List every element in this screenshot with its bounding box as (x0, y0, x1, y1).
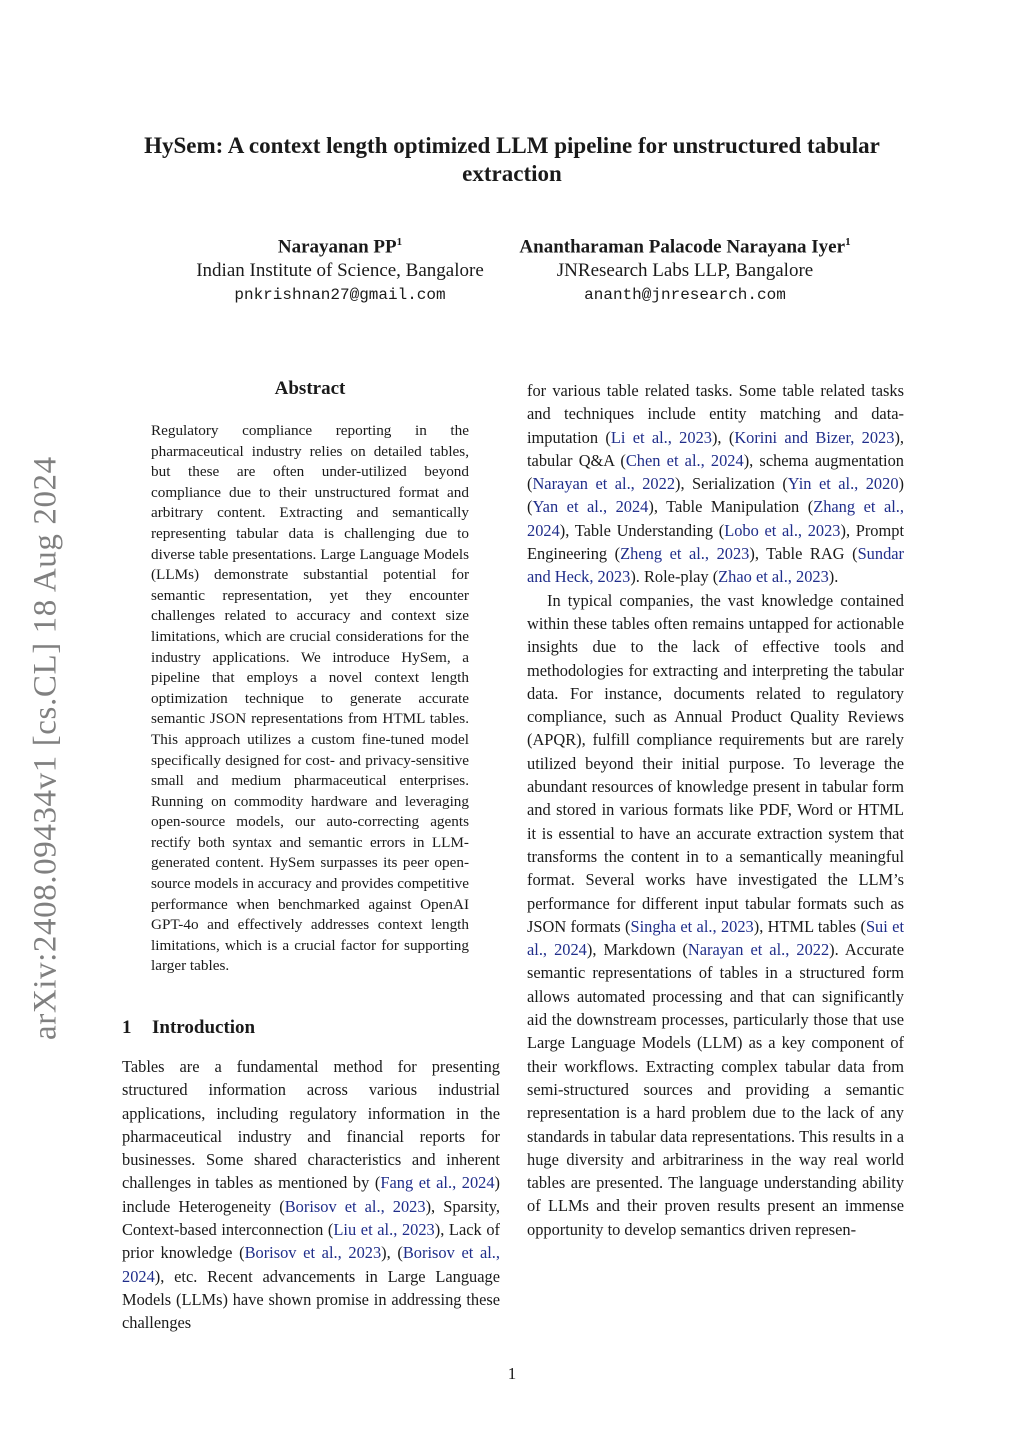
author-block-2 (490, 230, 880, 307)
section-heading-introduction (122, 1017, 502, 1039)
citation-link[interactable]: Liu et al., 2023 (333, 1220, 435, 1240)
intro-paragraph-continued: for various table related tasks. Some table related tasks and techniques include entity matching and data-imputation (Li et al., 2023), (Korini and Bizer, 2023), tabular Q&A (Chen et al., 2024), schema augmentation (Narayan et al., 2022), Serialization (Yin et al., 2020) (Yan et al., 2024), Table Manipulation (Zhang et al., 2024), Table Understanding (Lobo et al., 2023), Prompt Engineering (Zheng et al., 2023), Table RAG (Sundar and Heck, 2023). Role-play (Zhao et al., 2023). (527, 381, 905, 587)
citation-link[interactable]: Yan et al., 2024 (532, 497, 649, 517)
citation-link[interactable]: Fang et al., 2024 (380, 1173, 495, 1193)
section-title: Introduction (152, 1017, 256, 1038)
citation-link[interactable]: Sui et al., 2024 (527, 916, 905, 960)
citation-link[interactable]: Borisov et al., 2023 (244, 1243, 382, 1263)
citation-link[interactable]: Lobo et al., 2023 (724, 520, 841, 540)
author-name: Narayanan $PP^1$ (277, 236, 403, 258)
author-block-1 (170, 230, 510, 307)
citation-link[interactable]: Zhao et al., 2023 (718, 567, 829, 587)
citation-link[interactable]: Borisov et al., 2023 (284, 1196, 426, 1216)
author-email[interactable]: ananth@jnresearch.com (584, 286, 786, 305)
author-email[interactable]: pnkrishnan27@gmail.com (234, 286, 446, 305)
author-affiliation: JNResearch Labs LLP, Bangalore (556, 260, 814, 282)
intro-paragraph-1: Tables are a fundamental method for presenting structured information across various industrial applications, including regulatory information in the pharmaceutical industry and financial reports for businesses. Some shared characteristics and inherent challenges in tables as mentioned by (Fang et al., 2024) include Heterogeneity (Borisov et al., 2023), Sparsity, Context-based interconnection (Liu et al., 2023), Lack of prior knowledge (Borisov et al., 2023), (Borisov et al., 2024), etc. Recent advancements in Large Language Models (LLMs) have shown promise in addressing these challenges (122, 1057, 500, 1333)
citation-link[interactable]: Narayan et al., 2022 (532, 474, 676, 494)
intro-left-column (122, 1055, 500, 1335)
paper-title: HySem: A context length optimized LLM pipeline for unstructured tabular extraction (144, 133, 880, 186)
intro-right-column (527, 379, 904, 1241)
section-number: 1 (122, 1017, 132, 1038)
citation-link[interactable]: Narayan et al., 2022 (687, 940, 830, 960)
arxiv-identifier: arXiv:2408.09434v1 [cs.CL] 18 Aug 2024 (27, 456, 64, 1040)
citation-link[interactable]: Chen et al., 2024 (625, 450, 744, 470)
intro-paragraph-2: In typical companies, the vast knowledge contained within these tables often remains untapped for actionable insights due to the lack of effective tools and methodologies for extracting and interpreting the tabular data. For instance, documents related to regulatory compliance, such as Annual Product Quality Reviews (APQR), fulfill compliance requirements but are rarely utilized beyond their initial purpose. To leverage the abundant resources of knowledge present in tabular form and stored in various formats like PDF, Word or HTML it is essential to have an accurate extraction system that transforms the content in to a semantically meaningful format. Several works have investigated the LLM’s performance for different input tabular formats such as JSON formats (Singha et al., 2023), HTML tables (Sui et al., 2024), Markdown (Narayan et al., 2022). Accurate semantic representations of tables in a structured form allows automated processing and that can significantly aid the downstream processes, particularly those that use Large Language Models (LLM) as a key component of their workflows. Extracting complex tabular data from semi-structured sources and providing a semantic representation is a hard problem due to the lack of any standards in tabular data representations. This results in a huge diversity and arbitrariness in the way real world tables are presented. The language understanding ability of LLMs and their proven results present an immense opportunity to develop semantics driven represen- (527, 590, 905, 1239)
citation-link[interactable]: Borisov et al., 2024 (122, 1243, 500, 1286)
citation-link[interactable]: Singha et al., 2023 (630, 916, 754, 936)
citation-link[interactable]: Zheng et al., 2023 (620, 544, 750, 564)
abstract-heading: Abstract (274, 378, 346, 399)
author-name: Anantharaman Palacode Narayana Iyer$^1$ (519, 236, 851, 258)
citation-link[interactable]: Zhang et al., 2024 (527, 497, 905, 540)
citation-link[interactable]: Li et al., 2023 (610, 427, 712, 447)
citation-link[interactable]: Yin et al., 2020 (787, 474, 899, 494)
page-number: 1 (507, 1364, 517, 1383)
citation-link[interactable]: Sundar and Heck, 2023 (527, 544, 904, 587)
author-affiliation: Indian Institute of Science, Bangalore (196, 260, 484, 282)
citation-link[interactable]: Korini and Bizer, 2023 (734, 427, 895, 447)
abstract-text: Regulatory compliance reporting in the pharmaceutical industry relies on detailed tables, but these are often under-utilized beyond compliance due to their unstructured format and arbitrary content. Extracting and semantically representing tabular data is challenging due to diverse table presentations. Large Language Models (LLMs) demonstrate substantial potential for semantic representation, yet they encounter challenges related to accuracy and context size limitations, which are crucial considerations for the industry applications. We introduce HySem, a pipeline that employs a novel context length optimization technique to generate accurate semantic JSON representations from HTML tables. This approach utilizes a custom fine-tuned model specifically designed for cost- and privacy-sensitive small and medium pharmaceutical enterprises. Running on commodity hardware and leveraging open-source models, our auto-correcting agents rectify both syntax and semantic errors in LLM-generated content. HySem surpasses its peer open-source models in accuracy and provides competitive performance when benchmarked against OpenAI GPT-4o and effectively addresses context length limitations, which is a crucial factor for supporting larger tables. (151, 422, 469, 975)
